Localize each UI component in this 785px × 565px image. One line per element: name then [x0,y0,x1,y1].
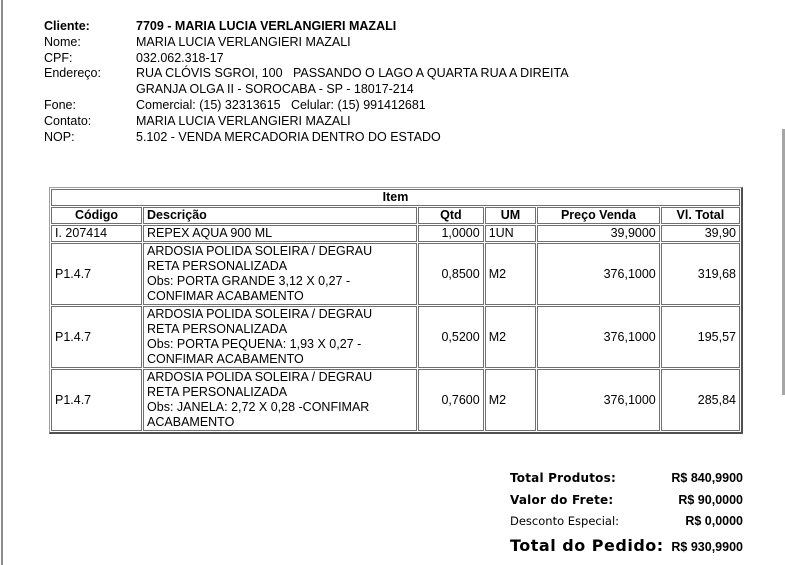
order-total-value: R$ 930,9900 [671,540,743,554]
client-field-label: CPF: [44,50,73,65]
item-unit: M2 [485,243,537,305]
item-description-line: Obs: JANELA: 2,72 X 0,28 -CONFIMAR [147,400,370,414]
client-info-section [44,19,569,145]
item-qty: 0,8500 [418,243,484,305]
client-field-row [44,114,569,130]
item-qty: 0,7600 [418,369,484,431]
item-description-line: RETA PERSONALIZADA [147,259,288,273]
item-unit: M2 [485,369,537,431]
client-field-label [44,82,136,98]
item-description [143,225,417,242]
header-unit: UM [485,207,537,224]
client-field-row [44,51,569,67]
items-title-row [51,189,740,206]
items-table [49,187,743,434]
item-description-line: REPEX AQUA 900 ML [147,226,273,240]
client-field-value: GRANJA OLGA II - SOROCABA - SP - 18017-214 [136,82,414,97]
client-field-label: Contato: [44,113,92,128]
client-field-value: MARIA LUCIA VERLANGIERI MAZALI [136,113,351,128]
item-total: 39,90 [661,225,740,242]
discount-label: Desconto Especial: [510,514,620,528]
client-field-row [44,82,569,98]
header-price: Preço Venda [537,207,660,224]
item-code: P1.4.7 [51,369,142,431]
item-description-line: ARDOSIA POLIDA SOLEIRA / DEGRAU [147,370,373,384]
client-field-label: Endereço: [44,66,101,81]
item-price: 39,9000 [537,225,660,242]
item-code: P1.4.7 [51,306,142,368]
order-total-row [510,536,743,558]
item-code: P1.4.7 [51,243,142,305]
client-field-label: Fone: [44,97,76,112]
item-row [51,243,740,305]
item-price: 376,1000 [537,243,660,305]
client-field-value: Comercial: (15) 32313615 Celular: (15) 991412681 [136,97,426,112]
item-total: 195,57 [661,306,740,368]
item-row [51,306,740,368]
client-field-label: NOP: [44,129,75,144]
item-description-line: CONFIMAR ACABAMENTO [147,352,304,366]
item-price: 376,1000 [537,306,660,368]
discount-row [510,514,743,536]
item-description [143,243,417,305]
client-field-value: RUA CLÓVIS SGROI, 100 PASSANDO O LAGO A QUARTA RUA A DIREITA [136,66,569,81]
discount-value: R$ 0,0000 [685,514,743,528]
items-body [51,225,740,431]
item-code: I. 207414 [51,225,142,242]
item-description-line: ARDOSIA POLIDA SOLEIRA / DEGRAU [147,244,373,258]
item-qty: 0,5200 [418,306,484,368]
item-unit: 1UN [485,225,537,242]
client-field-row [44,66,569,82]
item-unit: M2 [485,306,537,368]
client-field-value: 5.102 - VENDA MERCADORIA DENTRO DO ESTADO [136,129,441,144]
header-qty: Qtd [418,207,484,224]
client-field-value: 7709 - MARIA LUCIA VERLANGIERI MAZALI [136,19,397,33]
client-field-row [44,35,569,51]
item-description [143,306,417,368]
header-code: Código [51,207,142,224]
item-description-line: Obs: PORTA GRANDE 3,12 X 0,27 - [147,274,351,288]
total-products-row [510,471,743,493]
client-field-label: Cliente: [44,19,90,33]
item-description [143,369,417,431]
item-price: 376,1000 [537,369,660,431]
item-description-line: CONFIMAR ACABAMENTO [147,289,304,303]
order-totals [510,471,743,558]
client-field-row [44,19,569,35]
item-description-line: RETA PERSONALIZADA [147,385,288,399]
client-field-row [44,98,569,114]
item-total: 319,68 [661,243,740,305]
items-title: Item [51,189,740,206]
freight-label: Valor do Frete: [510,493,614,507]
item-description-line: Obs: PORTA PEQUENA: 1,93 X 0,27 - [147,337,362,351]
items-header-row [51,207,740,224]
item-row [51,369,740,431]
client-field-value: 032.062.318-17 [136,50,224,65]
total-products-label: Total Produtos: [510,471,616,485]
item-description-line: ACABAMENTO [147,415,235,429]
item-description-line: ARDOSIA POLIDA SOLEIRA / DEGRAU [147,307,373,321]
freight-row [510,493,743,514]
order-total-label: Total do Pedido: [510,536,664,555]
client-field-label: Nome: [44,34,81,49]
freight-value: R$ 90,0000 [678,493,743,507]
total-products-value: R$ 840,9900 [671,471,743,485]
item-description-line: RETA PERSONALIZADA [147,322,288,336]
window-left-border [1,0,3,565]
item-qty: 1,0000 [418,225,484,242]
header-description: Descrição [143,207,417,224]
item-row [51,225,740,242]
client-field-value: MARIA LUCIA VERLANGIERI MAZALI [136,34,351,49]
client-field-row [44,130,569,146]
header-total: Vl. Total [661,207,740,224]
item-total: 285,84 [661,369,740,431]
